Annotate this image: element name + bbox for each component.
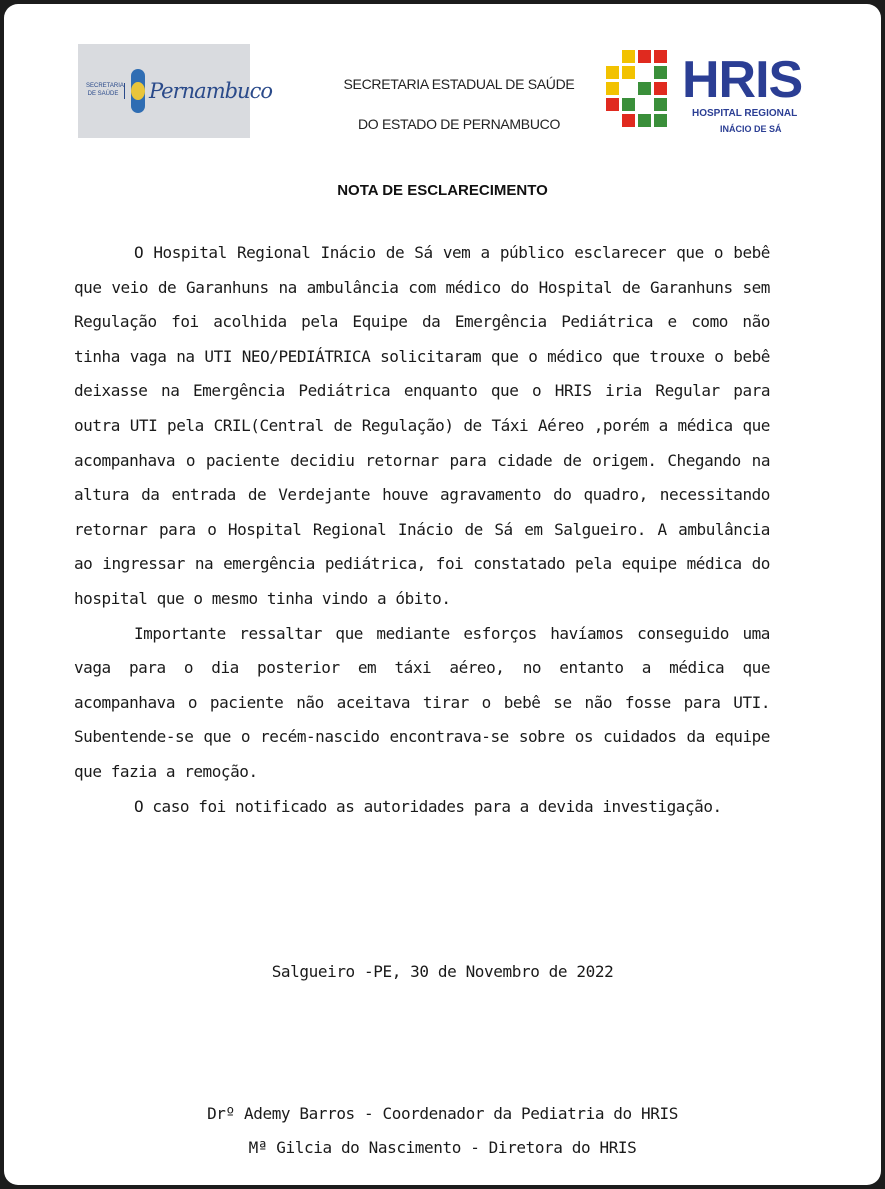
hris-cross-grid-icon — [604, 48, 676, 132]
document-body — [74, 236, 770, 824]
pernambuco-crest-icon — [131, 69, 145, 113]
header-title-line1: SECRETARIA ESTADUAL DE SAÚDE — [343, 76, 575, 92]
hris-logo — [604, 48, 820, 138]
paragraph-1: O Hospital Regional Inácio de Sá vem a público esclarecer que o bebê que veio de Garanhuns na ambulância com médico do Hospital de Garanhuns sem Regulação foi acolhida pela Equipe da Emergência Pediátrica e como não tinha vaga na UTI NEO/PEDIÁTRICA solicitaram que o médico que trouxe o bebê deixasse na Emergência Pediátrica enquanto que o HRIS iria Regular para outra UTI pela CRIL(Central de Regulação) de Táxi Aéreo ,porém a médica que acompanhava o paciente decidiu retornar para cidade de origem. Chegando na altura da entrada de Verdejante houve agravamento do quadro, necessitando retornar para o Hospital Regional Inácio de Sá em Salgueiro. A ambulância ao ingressar na emergência pediátrica, foi constatado pela equipe médica do hospital que o mesmo tinha vindo a óbito. — [74, 243, 770, 608]
paragraph-2: Importante ressaltar que mediante esforços havíamos conseguido uma vaga para o dia posterior em táxi aéreo, no entanto a médica que acompanhava o paciente não aceitava tirar o bebê se não fosse para UTI. Subentende-se que o recém-nascido encontrava-se sobre os cuidados da equipe que fazia a remoção. — [74, 623, 770, 781]
hris-name: HOSPITAL REGIONAL — [692, 108, 798, 119]
document-page — [4, 4, 881, 1185]
pernambuco-wordmark: Pernambuco — [149, 79, 272, 103]
date-line: Salgueiro -PE, 30 de Novembro de 2022 — [271, 962, 614, 981]
hris-subname: INÁCIO DE SÁ — [720, 124, 782, 134]
secretaria-label: SECRETARIA DE SAÚDE — [86, 83, 124, 97]
document-title: NOTA DE ESCLARECIMENTO — [337, 182, 548, 199]
hris-acronym: HRIS — [682, 51, 803, 109]
signature-director: Mª Gilcia do Nascimento - Diretora do HRIS — [248, 1138, 637, 1157]
secretaria-saude-pernambuco-logo — [78, 44, 272, 138]
signature-pediatrics-coordinator: Drº Ademy Barros - Coordenador da Pediatria do HRIS — [207, 1104, 678, 1123]
header-title — [324, 76, 594, 156]
paragraph-3: O caso foi notificado as autoridades para a devida investigação. — [134, 796, 722, 816]
header-title-line2: DO ESTADO DE PERNAMBUCO — [357, 116, 561, 132]
